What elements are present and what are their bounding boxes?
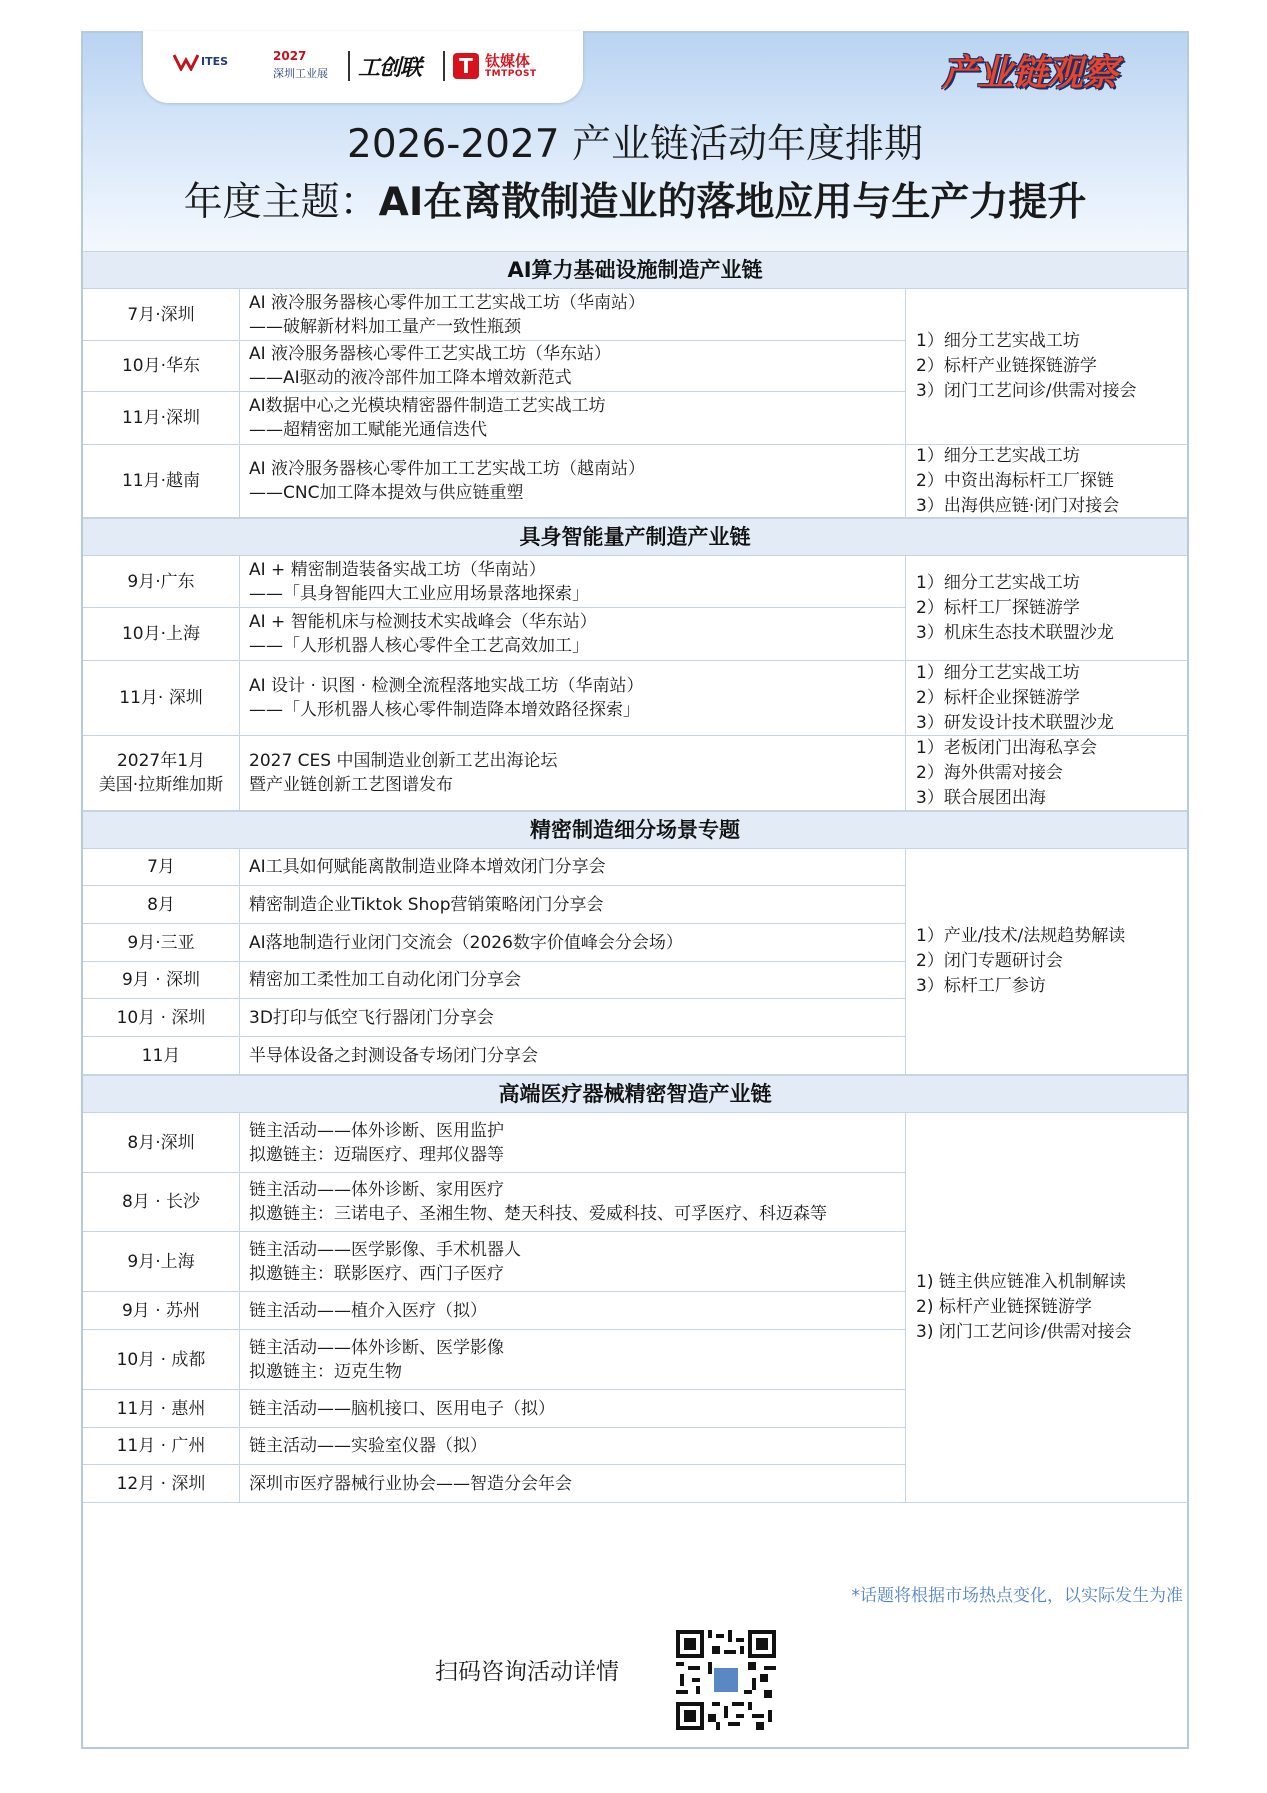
event-date: 12月 · 深圳 <box>83 1465 240 1502</box>
event-title <box>249 1173 899 1231</box>
event-title <box>249 608 899 660</box>
event-date <box>83 736 240 810</box>
section-format-list <box>905 849 1187 1075</box>
event-date: 8月 · 长沙 <box>83 1173 240 1231</box>
event-date: 9月·三亚 <box>83 924 240 961</box>
event-subtitle-line: ——「具身智能四大工业应用场景落地探索」 <box>249 583 589 604</box>
table-row <box>83 661 905 736</box>
event-title <box>249 556 899 607</box>
table-row <box>83 556 905 608</box>
event-title <box>249 999 899 1036</box>
event-date: 10月 · 深圳 <box>83 999 240 1036</box>
event-title <box>249 1113 899 1172</box>
event-title-line: AI + 精密制造装备实战工坊（华南站） <box>249 559 546 580</box>
brand-logo: 产业链观察 <box>941 53 1117 94</box>
format-item: 2）闭门专题研讨会 <box>916 951 1063 971</box>
table-row <box>83 341 905 392</box>
event-title-line: 链主活动——体外诊断、家用医疗 <box>249 1180 504 1200</box>
event-date-line: 2027年1月 <box>116 751 206 771</box>
event-subtitle-line: 拟邀链主：联影医疗、西门子医疗 <box>249 1263 504 1284</box>
table-row <box>83 1037 905 1075</box>
table-row <box>83 1173 905 1232</box>
event-date: 7月·深圳 <box>83 289 240 340</box>
event-title-line: AI + 智能机床与检测技术实战峰会（华东站） <box>249 612 597 632</box>
event-title-line: 精密制造企业Tiktok Shop营销策略闭门分享会 <box>249 894 604 915</box>
table-row <box>83 1113 905 1173</box>
event-title <box>249 289 899 340</box>
page-title: 2026-2027 产业链活动年度排期 <box>347 122 923 167</box>
ites-name: 深圳工业展 <box>273 67 328 80</box>
header <box>83 33 1187 251</box>
table-row <box>83 1465 905 1503</box>
table-row <box>83 736 905 811</box>
subtitle-prefix: 年度主题： <box>183 180 379 225</box>
disclaimer-note: *话题将根据市场热点变化，以实际发生为准 <box>851 1586 1183 1606</box>
table-row <box>83 445 905 518</box>
event-date: 10月·华东 <box>83 341 240 391</box>
format-item: 1）老板闭门出海私享会 <box>916 737 1097 758</box>
event-title-line: 2027 CES 中国制造业创新工艺出海论坛 <box>249 751 558 771</box>
event-title-line: 链主活动——脑机接口、医用电子（拟） <box>249 1398 555 1419</box>
event-date: 9月 · 深圳 <box>83 962 240 998</box>
event-date: 11月 <box>83 1037 240 1074</box>
qr-code-icon[interactable] <box>676 1630 776 1730</box>
event-subtitle-line: 拟邀链主：三诺电子、圣湘生物、楚天科技、爱威科技、可孚医疗、科迈森等 <box>249 1204 827 1224</box>
qr-label: 扫码咨询活动详情 <box>435 1659 619 1685</box>
event-date: 11月 · 广州 <box>83 1428 240 1464</box>
event-title <box>249 1428 899 1464</box>
logo-bar <box>143 31 583 103</box>
event-title <box>249 661 899 735</box>
event-title <box>249 1292 899 1329</box>
format-item: 3）机床生态技术联盟沙龙 <box>916 622 1114 643</box>
event-subtitle-line: ——AI驱动的液冷部件加工降本增效新范式 <box>249 368 572 388</box>
event-date: 11月·越南 <box>83 445 240 517</box>
event-title-line: AI数据中心之光模块精密器件制造工艺实战工坊 <box>249 396 606 416</box>
format-item: 1) 链主供应链准入机制解读 <box>916 1272 1126 1292</box>
section-format-list <box>905 445 1187 518</box>
format-item: 2）标杆工厂探链游学 <box>916 597 1080 618</box>
event-title <box>249 1232 899 1291</box>
event-subtitle-line: 暨产业链创新工艺图谱发布 <box>249 775 453 795</box>
format-item: 3）联合展团出海 <box>916 787 1046 808</box>
event-date: 11月·深圳 <box>83 392 240 444</box>
event-title <box>249 962 899 998</box>
event-date: 11月· 深圳 <box>83 661 240 735</box>
event-date: 10月·上海 <box>83 608 240 660</box>
section-format-list <box>905 289 1187 445</box>
format-item: 2）中资出海标杆工厂探链 <box>916 470 1114 491</box>
subtitle-theme: AI在离散制造业的落地应用与生产力提升 <box>378 180 1087 225</box>
event-title-line: 精密加工柔性加工自动化闭门分享会 <box>249 970 521 990</box>
tmtpost-logo-icon: T <box>453 53 479 79</box>
event-title-line: 链主活动——体外诊断、医用监护 <box>249 1120 504 1141</box>
table-row <box>83 1428 905 1465</box>
table-row <box>83 886 905 924</box>
format-item: 2) 标杆产业链探链游学 <box>916 1297 1092 1317</box>
table-row <box>83 392 905 445</box>
event-title-line: AI 液冷服务器核心零件加工工艺实战工坊（越南站） <box>249 459 646 479</box>
event-location-line: 美国·拉斯维加斯 <box>98 775 224 795</box>
event-title-line: 深圳市医疗器械行业协会——智造分会年会 <box>249 1473 572 1494</box>
event-date: 11月 · 惠州 <box>83 1390 240 1427</box>
section-format-list <box>905 556 1187 661</box>
table-row <box>83 849 905 886</box>
event-subtitle-line: ——「人形机器人核心零件制造降本增效路径探索」 <box>249 700 640 720</box>
event-subtitle-line: ——超精密加工赋能光通信迭代 <box>249 420 487 440</box>
format-item: 3）闭门工艺问诊/供需对接会 <box>916 381 1137 401</box>
event-title <box>249 886 899 923</box>
format-item: 3）研发设计技术联盟沙龙 <box>916 712 1114 733</box>
event-title-line: 链主活动——实验室仪器（拟） <box>249 1436 487 1456</box>
section-header: 具身智能量产制造产业链 <box>83 518 1187 556</box>
format-item: 2）标杆企业探链游学 <box>916 687 1080 708</box>
logo-divider <box>443 51 445 81</box>
format-item: 1）产业/技术/法规趋势解读 <box>916 926 1126 946</box>
table-row <box>83 608 905 661</box>
event-title-line: AI落地制造行业闭门交流会（2026数字价值峰会分会场） <box>249 932 683 953</box>
table-row <box>83 1232 905 1292</box>
section-header: AI算力基础设施制造产业链 <box>83 251 1187 289</box>
event-date: 9月·广东 <box>83 556 240 607</box>
section-format-list <box>905 1113 1187 1503</box>
event-date: 8月 <box>83 886 240 923</box>
event-title <box>249 392 899 444</box>
event-subtitle-line: 拟邀链主：迈瑞医疗、理邦仪器等 <box>249 1144 504 1165</box>
partner-logo-gongchuanglian: 工创联 <box>358 56 422 81</box>
event-title <box>249 445 899 517</box>
ites-year: 2027 <box>273 49 307 63</box>
event-title-line: AI 液冷服务器核心零件工艺实战工坊（华东站） <box>249 344 612 364</box>
table-row <box>83 924 905 962</box>
event-title <box>249 736 899 810</box>
event-title <box>249 341 899 391</box>
section-header: 精密制造细分场景专题 <box>83 811 1187 849</box>
event-date: 9月·上海 <box>83 1232 240 1291</box>
event-title-line: AI 液冷服务器核心零件加工工艺实战工坊（华南站） <box>249 292 646 313</box>
format-item: 3) 闭门工艺问诊/供需对接会 <box>916 1322 1132 1342</box>
event-date: 7月 <box>83 849 240 885</box>
event-title <box>249 924 899 961</box>
logo-divider <box>348 51 350 81</box>
event-title-line: AI 设计 · 识图 · 检测全流程落地实战工坊（华南站） <box>249 676 644 696</box>
format-item: 1）细分工艺实战工坊 <box>916 662 1080 683</box>
page-subtitle <box>83 171 1187 227</box>
table-row <box>83 1330 905 1390</box>
event-subtitle-line: ——破解新材料加工量产一致性瓶颈 <box>249 316 521 337</box>
format-item: 2）标杆产业链探链游学 <box>916 356 1097 376</box>
format-item: 2）海外供需对接会 <box>916 762 1063 783</box>
format-item: 1）细分工艺实战工坊 <box>916 445 1080 466</box>
table-row <box>83 999 905 1037</box>
event-title <box>249 1390 899 1427</box>
format-item: 1）细分工艺实战工坊 <box>916 331 1080 351</box>
event-title-line: 链主活动——医学影像、手术机器人 <box>249 1239 521 1260</box>
section-header: 高端医疗器械精密智造产业链 <box>83 1075 1187 1113</box>
event-date: 9月 · 苏州 <box>83 1292 240 1329</box>
event-title <box>249 849 899 885</box>
format-item: 3）出海供应链·闭门对接会 <box>916 495 1120 516</box>
event-subtitle-line: 拟邀链主：迈克生物 <box>249 1361 402 1382</box>
table-row <box>83 1292 905 1330</box>
event-title <box>249 1330 899 1389</box>
event-title-line: 3D打印与低空飞行器闭门分享会 <box>249 1007 494 1028</box>
ites-logo-icon <box>173 53 199 71</box>
event-date: 8月·深圳 <box>83 1113 240 1172</box>
partner-logo-tmtpost: 钛媒体 <box>485 52 531 70</box>
section-format-list <box>905 736 1187 811</box>
table-row <box>83 962 905 999</box>
event-title-line: 半导体设备之封测设备专场闭门分享会 <box>249 1045 538 1066</box>
event-subtitle-line: ——CNC加工降本提效与供应链重塑 <box>249 483 524 503</box>
event-title-line: AI工具如何赋能离散制造业降本增效闭门分享会 <box>249 857 606 877</box>
section-format-list <box>905 661 1187 736</box>
format-item: 1）细分工艺实战工坊 <box>916 572 1080 593</box>
table-row <box>83 289 905 341</box>
format-item: 3）标杆工厂参访 <box>916 976 1046 996</box>
event-subtitle-line: ——「人形机器人核心零件全工艺高效加工」 <box>249 636 589 656</box>
poster <box>81 31 1189 1749</box>
event-title <box>249 1037 899 1074</box>
table-row <box>83 1390 905 1428</box>
event-title-line: 链主活动——体外诊断、医学影像 <box>249 1337 504 1358</box>
partner-logo-tmtpost-en: TMTPOST <box>485 69 537 79</box>
ites-brand: ITES <box>201 55 229 68</box>
event-title <box>249 1465 899 1502</box>
event-date: 10月 · 成都 <box>83 1330 240 1389</box>
event-title-line: 链主活动——植介入医疗（拟） <box>249 1300 487 1321</box>
